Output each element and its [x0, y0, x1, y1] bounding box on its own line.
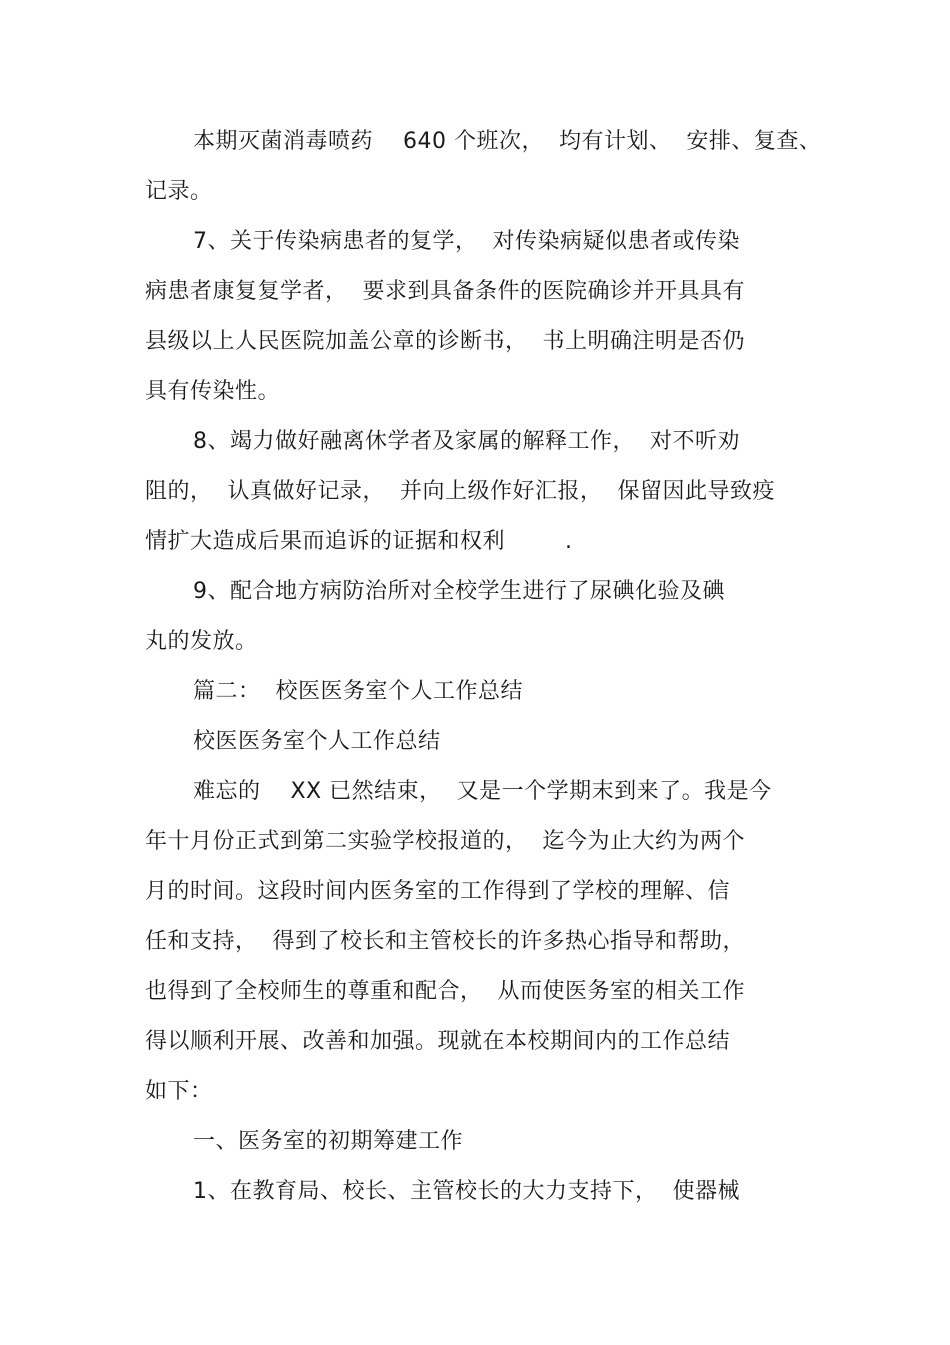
- subsection-heading: 一、医务室的初期筹建工作: [193, 1129, 464, 1154]
- text-line-10: 9、配合地方病防治所对全校学生进行了尿碘化验及碘: [193, 579, 725, 604]
- text-line-3: 7、关于传染病患者的复学， 对传染病疑似患者或传染: [193, 229, 740, 254]
- text-line-14: 难忘的 XX 已然结束， 又是一个学期末到来了。我是今: [193, 779, 772, 804]
- text-line-6: 具有传染性。: [145, 379, 281, 404]
- text-line-17: 任和支持， 得到了校长和主管校长的许多热心指导和帮助，: [145, 929, 745, 954]
- document-title: 校医医务室个人工作总结: [193, 729, 441, 754]
- text-line-2: 记录。: [145, 179, 213, 204]
- text-line-18: 也得到了全校师生的尊重和配合， 从而使医务室的相关工作: [145, 979, 745, 1004]
- text-line-7: 8、竭力做好融离休学者及家属的解释工作， 对不听劝: [193, 429, 740, 454]
- text-line-1: 本期灭菌消毒喷药 640 个班次， 均有计划、 安排、复查、: [193, 129, 822, 154]
- text-line-4: 病患者康复复学者， 要求到具备条件的医院确诊并开具具有: [145, 279, 745, 304]
- section-heading: 篇二： 校医医务室个人工作总结: [193, 679, 523, 704]
- text-line-9: 情扩大造成后果而追诉的证据和权利 .: [145, 529, 573, 554]
- text-line-19: 得以顺利开展、改善和加强。现就在本校期间内的工作总结: [145, 1029, 731, 1054]
- text-line-11: 丸的发放。: [145, 629, 258, 654]
- text-line-22: 1、在教育局、校长、主管校长的大力支持下， 使器械: [193, 1179, 740, 1204]
- text-line-8: 阻的， 认真做好记录， 并向上级作好汇报， 保留因此导致疫: [145, 479, 775, 504]
- text-line-5: 县级以上人民医院加盖公章的诊断书， 书上明确注明是否仍: [145, 329, 745, 354]
- text-line-20: 如下：: [145, 1079, 213, 1104]
- text-line-15: 年十月份正式到第二实验学校报道的， 迄今为止大约为两个: [145, 829, 745, 854]
- text-line-16: 月的时间。这段时间内医务室的工作得到了学校的理解、信: [145, 879, 731, 904]
